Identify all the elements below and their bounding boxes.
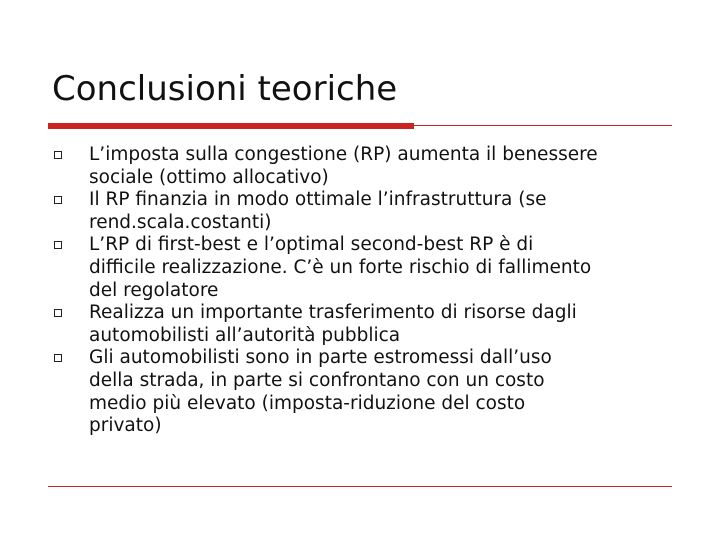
- bullet-line: difficile realizzazione. C’è un forte rischio di fallimento: [89, 256, 592, 278]
- title-underline-accent: [48, 123, 414, 129]
- slide-title: Conclusioni teoriche: [52, 69, 398, 109]
- bullet-line: del regolatore: [89, 279, 219, 301]
- bullet-item-4: [52, 302, 672, 347]
- hollow-square-bullet-icon: [54, 151, 62, 159]
- bullet-line: medio più elevato (imposta-riduzione del costo: [89, 392, 526, 414]
- bullet-line: sociale (ottimo allocativo): [89, 166, 329, 188]
- bullet-line: privato): [89, 415, 162, 437]
- bullet-item-3: [52, 234, 672, 302]
- hollow-square-bullet-icon: [54, 241, 62, 249]
- bullet-line: automobilisti all’autorità pubblica: [89, 324, 401, 346]
- hollow-square-bullet-icon: [54, 354, 62, 362]
- bullet-line: Il RP finanzia in modo ottimale l’infrastruttura (se: [89, 189, 547, 211]
- bullet-line: L’RP di first-best e l’optimal second-best RP è di: [89, 234, 534, 256]
- bullet-item-2: [52, 189, 672, 234]
- bullet-item-5: [52, 347, 672, 437]
- footer-rule: [48, 486, 672, 487]
- bullet-list: [52, 144, 672, 438]
- bullet-line: Gli automobilisti sono in parte estromessi dall’uso: [89, 347, 552, 369]
- hollow-square-bullet-icon: [54, 196, 62, 204]
- bullet-line: rend.scala.costanti): [89, 211, 272, 233]
- bullet-line: della strada, in parte si confrontano con un costo: [89, 369, 545, 391]
- hollow-square-bullet-icon: [54, 309, 62, 317]
- bullet-item-1: [52, 144, 672, 189]
- bullet-line: Realizza un importante trasferimento di risorse dagli: [89, 302, 577, 324]
- bullet-line: L’imposta sulla congestione (RP) aumenta il benessere: [89, 144, 598, 165]
